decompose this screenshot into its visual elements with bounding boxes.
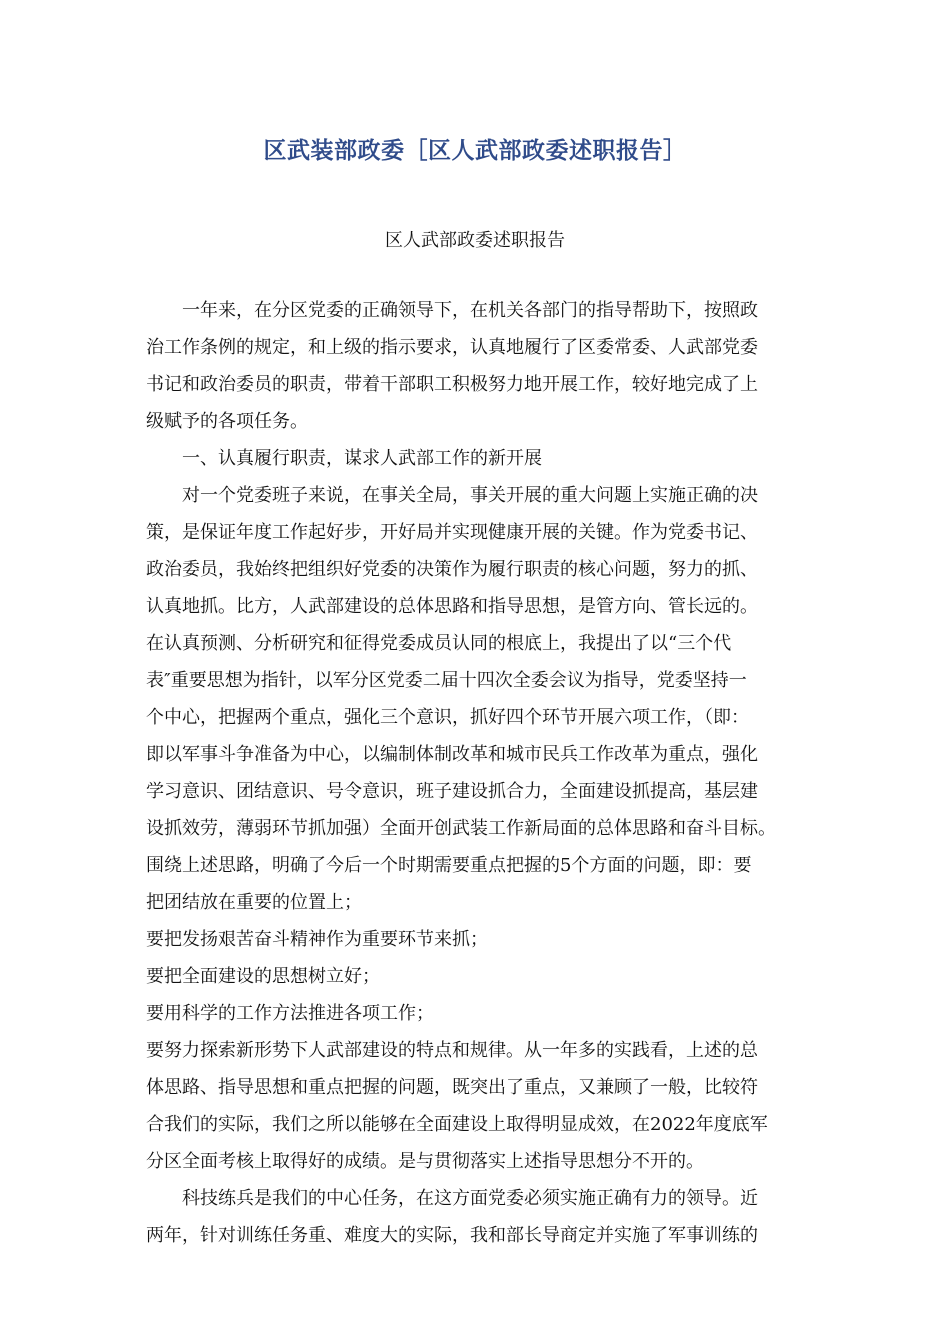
- body-line: 要努力探索新形势下人武部建设的特点和规律。从一年多的实践看，上述的总: [146, 1040, 758, 1061]
- body-line: 学习意识、团结意识、号令意识，班子建设抓合力，全面建设抓提高，基层建: [146, 781, 758, 802]
- body-line: 书记和政治委员的职责，带着干部职工积极努力地开展工作，较好地完成了上: [146, 374, 758, 395]
- document-body: [146, 292, 806, 1254]
- document-subtitle: 区人武部政委述职报告: [385, 230, 565, 251]
- body-line: 一年来，在分区党委的正确领导下，在机关各部门的指导帮助下，按照政: [146, 300, 758, 321]
- body-line: 治工作条例的规定，和上级的指示要求，认真地履行了区委常委、人武部党委: [146, 337, 758, 358]
- body-line: 合我们的实际，我们之所以能够在全面建设上取得明显成效，在2022年度底军: [146, 1114, 768, 1135]
- body-line: 策，是保证年度工作起好步，开好局并实现健康开展的关键。作为党委书记、: [146, 522, 758, 543]
- body-line: 分区全面考核上取得好的成绩。是与贯彻落实上述指导思想分不开的。: [146, 1151, 704, 1172]
- body-line: 级赋予的各项任务。: [146, 411, 308, 432]
- body-line: 围绕上述思路，明确了今后一个时期需要重点把握的5个方面的问题，即：要: [146, 855, 752, 876]
- body-line: 认真地抓。比方，人武部建设的总体思路和指导思想，是管方向、管长远的。: [146, 596, 758, 617]
- body-line: 政治委员，我始终把组织好党委的决策作为履行职责的核心问题，努力的抓、: [146, 559, 758, 580]
- body-line: 个中心，把握两个重点，强化三个意识，抓好四个环节开展六项工作，（即：: [146, 707, 749, 728]
- body-line: 即以军事斗争准备为中心，以编制体制改革和城市民兵工作改革为重点，强化: [146, 744, 758, 765]
- body-line: 表″重要思想为指针，以军分区党委二届十四次全委会议为指导，党委坚持一: [146, 670, 747, 691]
- document-title: 区武装部政委［区人武部政委述职报告］: [263, 138, 687, 164]
- body-line: 要把发扬艰苦奋斗精神作为重要环节来抓；: [146, 929, 488, 950]
- body-line: 科技练兵是我们的中心任务，在这方面党委必须实施正确有力的领导。近: [146, 1188, 758, 1209]
- body-line: 把团结放在重要的位置上；: [146, 892, 362, 913]
- body-line: 要用科学的工作方法推进各项工作；: [146, 1003, 434, 1024]
- body-line: 设抓效劳，薄弱环节抓加强）全面开创武装工作新局面的总体思路和奋斗目标。: [146, 818, 776, 839]
- body-line: 要把全面建设的思想树立好；: [146, 966, 380, 987]
- body-line: 两年，针对训练任务重、难度大的实际，我和部长导商定并实施了军事训练的: [146, 1225, 758, 1246]
- body-line: 在认真预测、分析研究和征得党委成员认同的根底上，我提出了以“三个代: [146, 633, 732, 654]
- body-line: 对一个党委班子来说，在事关全局，事关开展的重大问题上实施正确的决: [146, 485, 758, 506]
- section-heading: 一、认真履行职责，谋求人武部工作的新开展: [146, 448, 542, 469]
- body-line: 体思路、指导思想和重点把握的问题，既突出了重点，又兼顾了一般，比较符: [146, 1077, 758, 1098]
